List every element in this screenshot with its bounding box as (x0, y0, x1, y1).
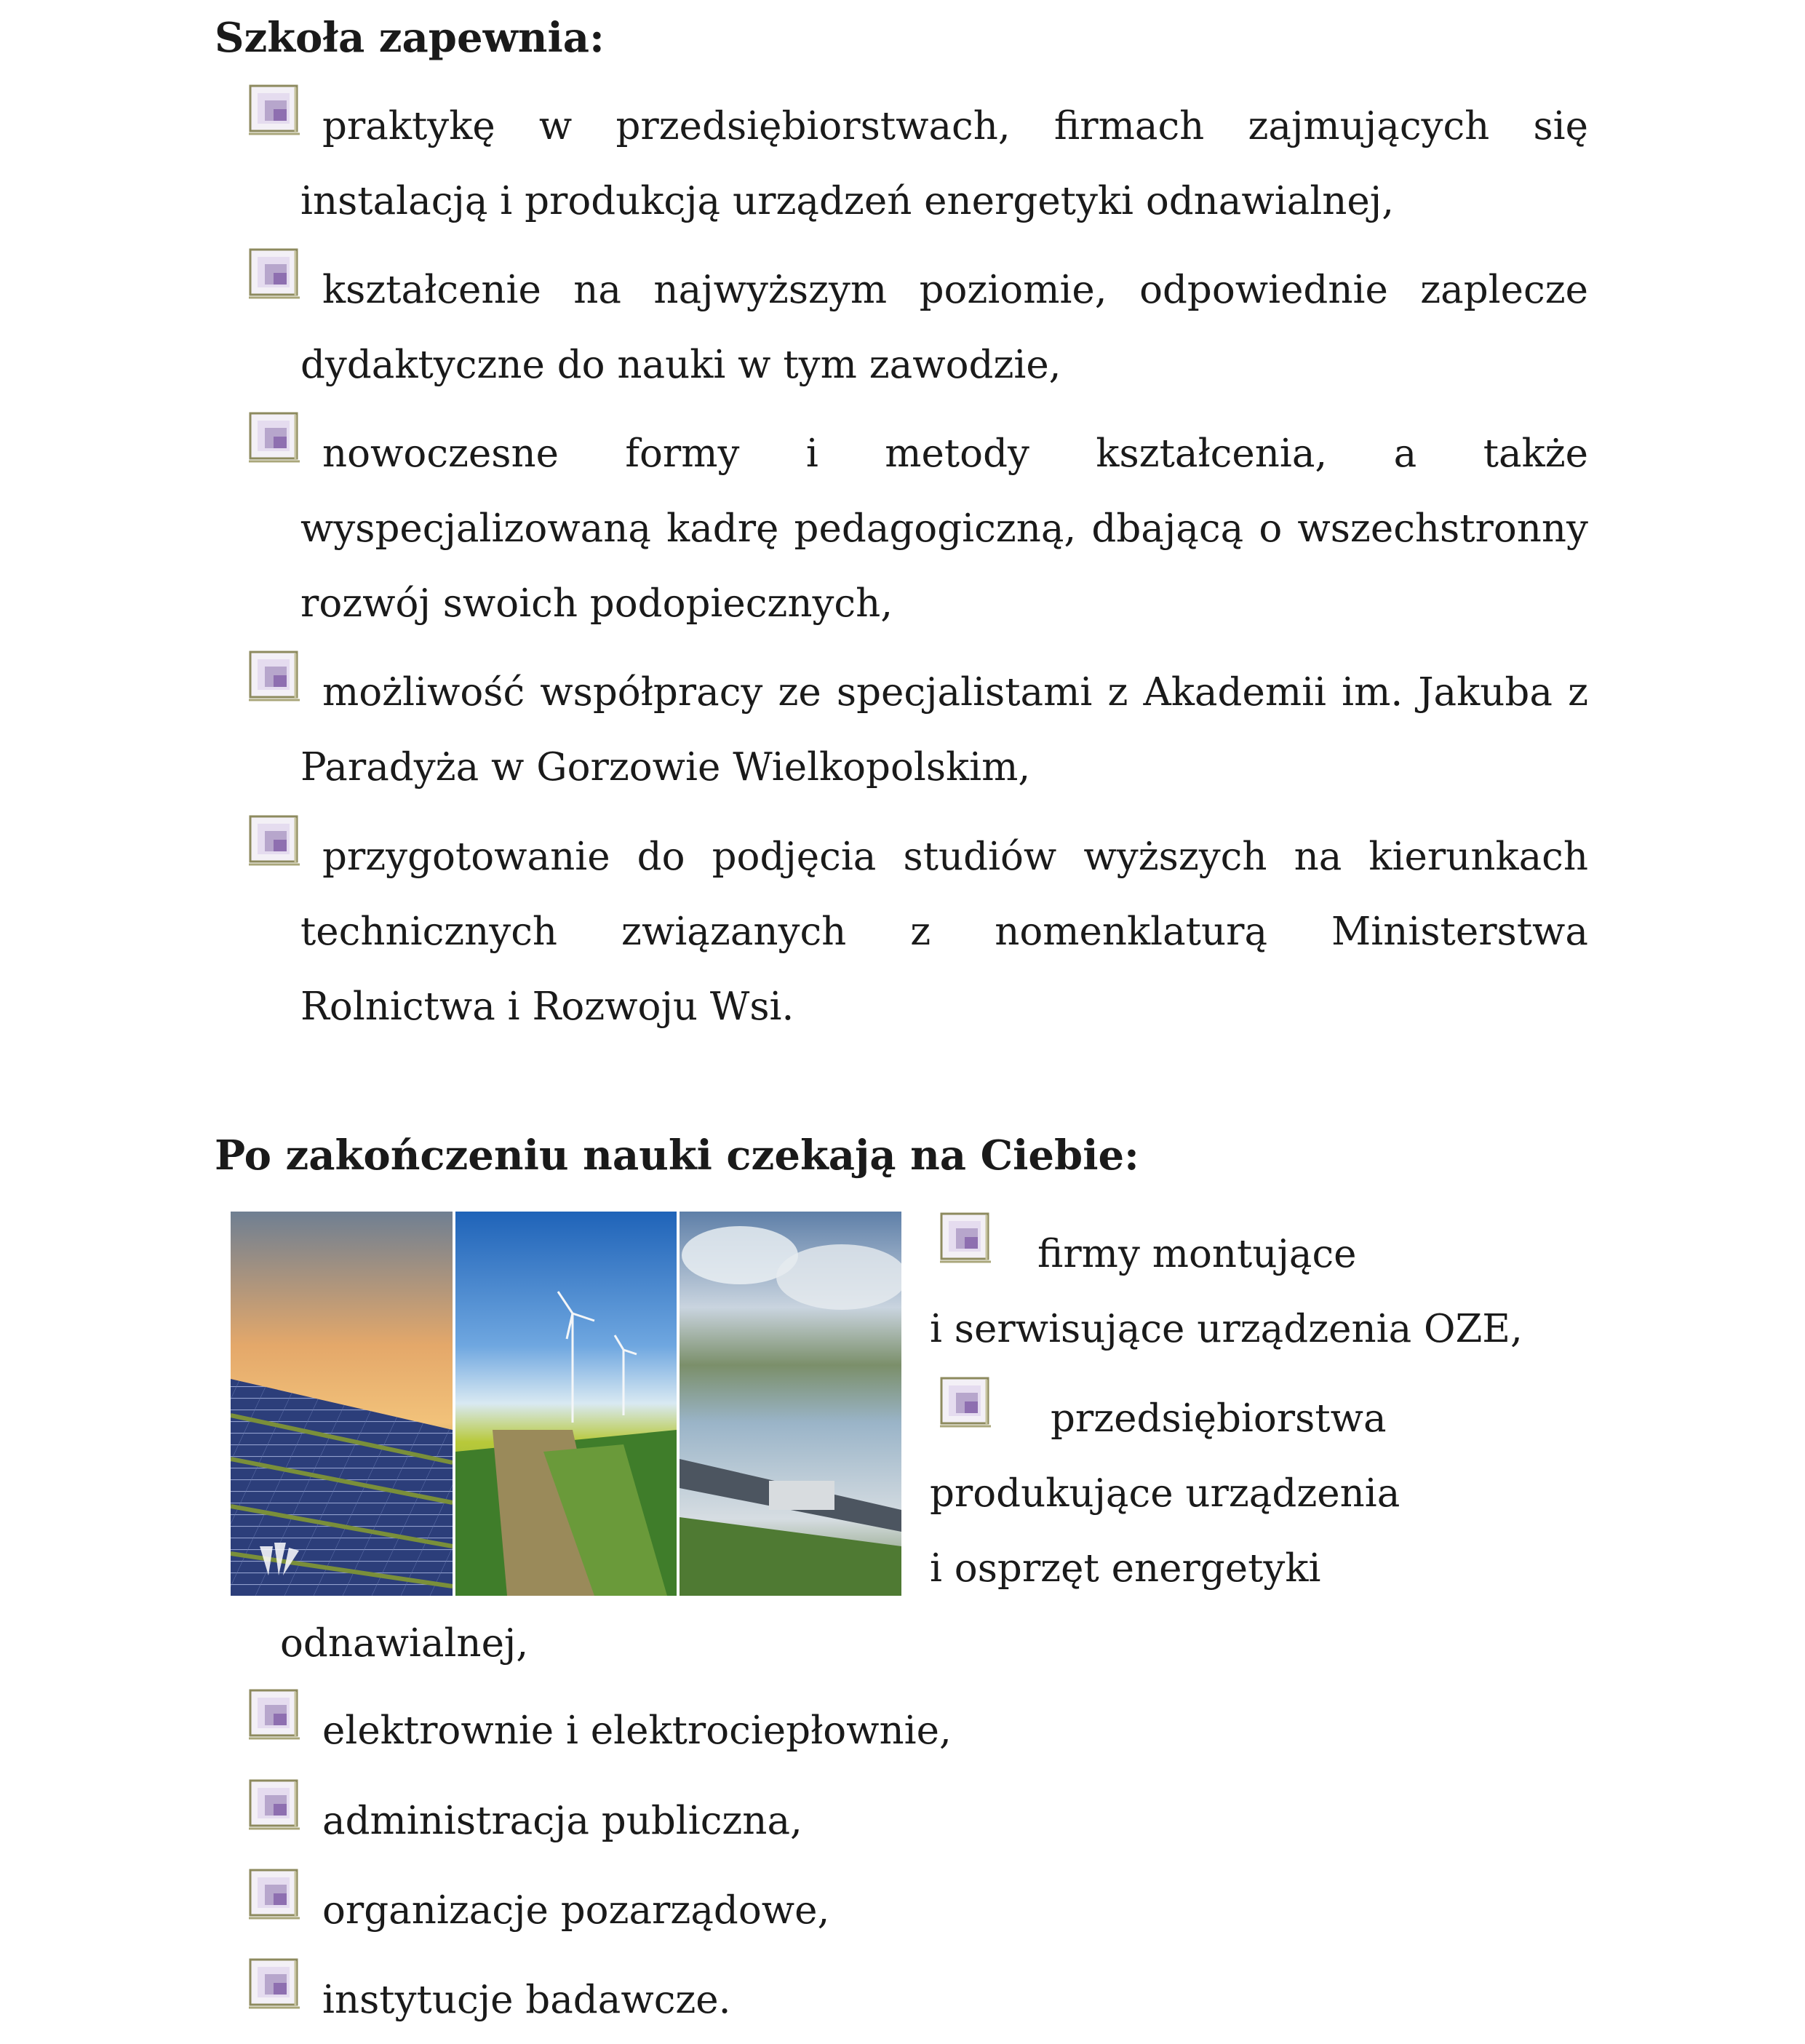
framed-square-bullet-icon (247, 248, 301, 302)
list-item-line: przedsiębiorstwa (1051, 1396, 1387, 1441)
framed-square-bullet-icon (939, 1377, 992, 1431)
list-item: przygotowanie do podjęcia studiów wyższych na kierunkach technicznych związanych z nomenklaturą Ministerstwa Rolnictwa i Rozwoju Wsi. (300, 835, 1588, 1029)
list-item: administracja publiczna, (322, 1799, 802, 1843)
renewable-energy-collage-image (231, 1212, 901, 1596)
framed-square-bullet-icon (247, 815, 301, 869)
list-item-line: odnawialnej, (280, 1621, 529, 1666)
list-item-line: i serwisujące urządzenia OZE, (930, 1307, 1523, 1351)
list-item-line: firmy montujące (1037, 1232, 1357, 1276)
section-heading: Po zakończeniu nauki czekają na Ciebie: (215, 1132, 1139, 1180)
framed-square-bullet-icon (247, 651, 301, 704)
list-item: nowoczesne formy i metody kształcenia, a także wyspecjalizowaną kadrę pedagogiczną, dbającą o wszechstronny rozwój swoich podopiecznych, (300, 432, 1588, 626)
framed-square-bullet-icon (247, 1958, 301, 2012)
framed-square-bullet-icon (247, 412, 301, 466)
framed-square-bullet-icon (247, 84, 301, 138)
list-item: organizacje pozarządowe, (322, 1888, 830, 1933)
framed-square-bullet-icon (247, 1869, 301, 1922)
list-item: instytucje badawcze. (322, 1978, 731, 2022)
list-item: elektrownie i elektrociepłownie, (322, 1709, 952, 1753)
framed-square-bullet-icon (939, 1212, 992, 1266)
list-item: praktykę w przedsiębiorstwach, firmach zajmujących się instalacją i produkcją urządzeń energetyki odnawialnej, (300, 104, 1588, 223)
list-item: możliwość współpracy ze specjalistami z Akademii im. Jakuba z Paradyża w Gorzowie Wielkopolskim, (300, 670, 1588, 790)
list-item-line: i osprzęt energetyki (930, 1546, 1321, 1591)
section-heading: Szkoła zapewnia: (215, 14, 605, 62)
list-item-line: produkujące urządzenia (930, 1471, 1400, 1516)
framed-square-bullet-icon (247, 1689, 301, 1743)
framed-square-bullet-icon (247, 1779, 301, 1833)
list-item: kształcenie na najwyższym poziomie, odpowiednie zaplecze dydaktyczne do nauki w tym zawodzie, (300, 268, 1588, 387)
